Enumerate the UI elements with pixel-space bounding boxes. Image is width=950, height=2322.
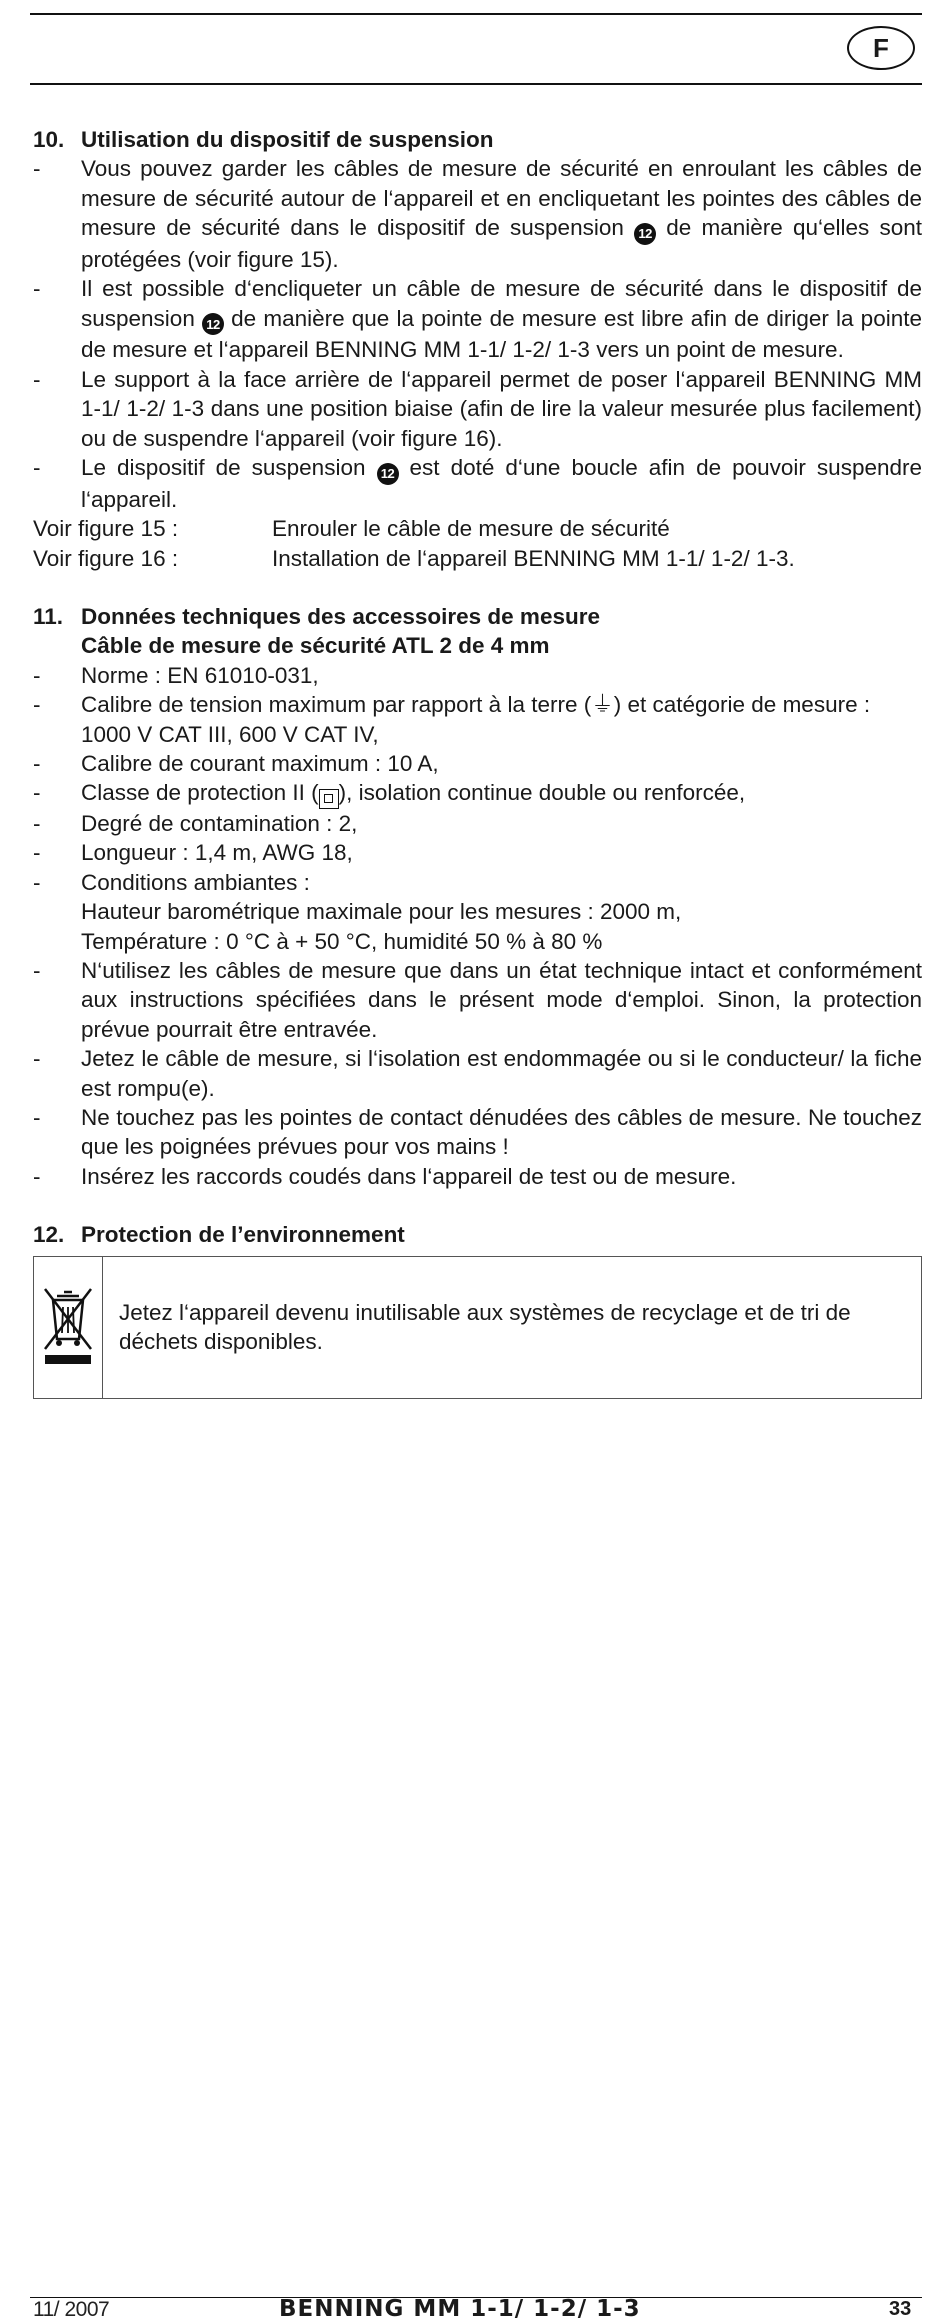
reference-marker-12-icon: 12 — [634, 223, 656, 245]
list-item: - Degré de contamination : 2, — [33, 810, 358, 836]
environment-notice-text: Jetez l‘appareil devenu inutilisable aux systèmes de recyclage et de tri de déchets disponibles. — [119, 1299, 851, 1355]
environment-notice-box — [33, 1256, 922, 1399]
figure-reference: Voir figure 16 : Installation de l‘appareil BENNING MM 1-1/ 1-2/ 1-3. — [33, 545, 795, 571]
list-item: - Classe de protection II ( ), isolation continue double ou renforcée, — [33, 778, 922, 809]
section-11-list — [33, 661, 922, 1191]
section-10-list — [33, 154, 922, 514]
figure-reference: Voir figure 15 : Enrouler le câble de mesure de sécurité — [33, 516, 670, 542]
double-insulation-icon — [319, 789, 339, 809]
section-11-heading — [33, 602, 922, 631]
list-item: - Calibre de tension maximum par rapport à la terre (⏚) et catégorie de mesure : 1000 V CAT III, 600 V CAT IV, — [33, 692, 871, 747]
section-title: Données techniques des accessoires de mesure — [81, 603, 600, 629]
section-number: 10. — [33, 127, 65, 152]
reference-marker-12-icon: 12 — [202, 313, 224, 335]
page-number: 33 — [889, 2298, 912, 2320]
list-item: - Vous pouvez garder les câbles de mesure de sécurité en enroulant les câbles de mesure de sécurité autour de l‘appareil et en encliquetant les pointes des câbles de mesure de sécurité dans le dispositif de suspension 12 de manière qu‘elles sont protégées (voir figure 15). — [33, 156, 922, 272]
section-number: 12. — [33, 1222, 65, 1248]
footer-product-title: BENNING MM 1-1/ 1-2/ 1-3 — [279, 2296, 641, 2322]
reference-marker-12-icon: 12 — [377, 463, 399, 485]
language-badge: F — [847, 26, 915, 70]
list-item: - Il est possible d‘encliqueter un câble de mesure de sécurité dans le dispositif de suspension 12 de manière que la pointe de mesure est libre afin de diriger la pointe de mesure et l‘appareil BENNING MM 1-1/ 1-2/ 1-3 vers un point de mesure. — [33, 276, 922, 363]
list-item: - Conditions ambiantes : Hauteur barométrique maximale pour les mesures : 2000 m, Température : 0 °C à + 50 °C, humidité 50 % à 80 % — [33, 869, 682, 954]
page-content — [33, 125, 922, 1399]
list-item: - Ne touchez pas les pointes de contact dénudées des câbles de mesure. Ne touchez que les poignées prévues pour vos mains ! — [33, 1104, 922, 1160]
list-item: - Le dispositif de suspension 12 est doté d‘une boucle afin de pouvoir suspendre l‘appareil. — [33, 455, 922, 512]
list-item: - Jetez le câble de mesure, si l‘isolation est endommagée ou si le conducteur/ la fiche est rompu(e). — [33, 1046, 922, 1101]
list-item: - Norme : EN 61010-031, — [33, 662, 319, 688]
section-title: Utilisation du dispositif de suspension — [81, 127, 494, 152]
list-item: - Le support à la face arrière de l‘appareil permet de poser l‘appareil BENNING MM 1-1/ 1-2/ 1-3 dans une position biaise (afin de lire la valeur mesurée plus facilement) ou de suspendre l‘appareil (voir figure 16). — [33, 366, 922, 451]
list-item: - Longueur : 1,4 m, AWG 18, — [33, 840, 353, 866]
section-title: Protection de l’environnement — [81, 1222, 405, 1248]
section-10-heading — [33, 125, 922, 154]
footer-date: 11/ 2007 — [33, 2298, 110, 2321]
top-rule — [30, 13, 922, 15]
section-subtitle: Câble de mesure de sécurité ATL 2 de 4 mm — [81, 633, 550, 659]
section-12-heading — [33, 1220, 922, 1249]
list-item: - Calibre de courant maximum : 10 A, — [33, 751, 439, 777]
crossed-bin-icon — [34, 1257, 103, 1398]
section-number: 11. — [33, 603, 64, 629]
list-item: - N‘utilisez les câbles de mesure que dans un état technique intact et conformément aux instructions spécifiées dans le présent mode d‘emploi. Sinon, la protection prévue pourrait être entravée. — [33, 957, 922, 1042]
header-rule — [30, 83, 922, 85]
list-item: - Insérez les raccords coudés dans l‘appareil de test ou de mesure. — [33, 1163, 737, 1189]
